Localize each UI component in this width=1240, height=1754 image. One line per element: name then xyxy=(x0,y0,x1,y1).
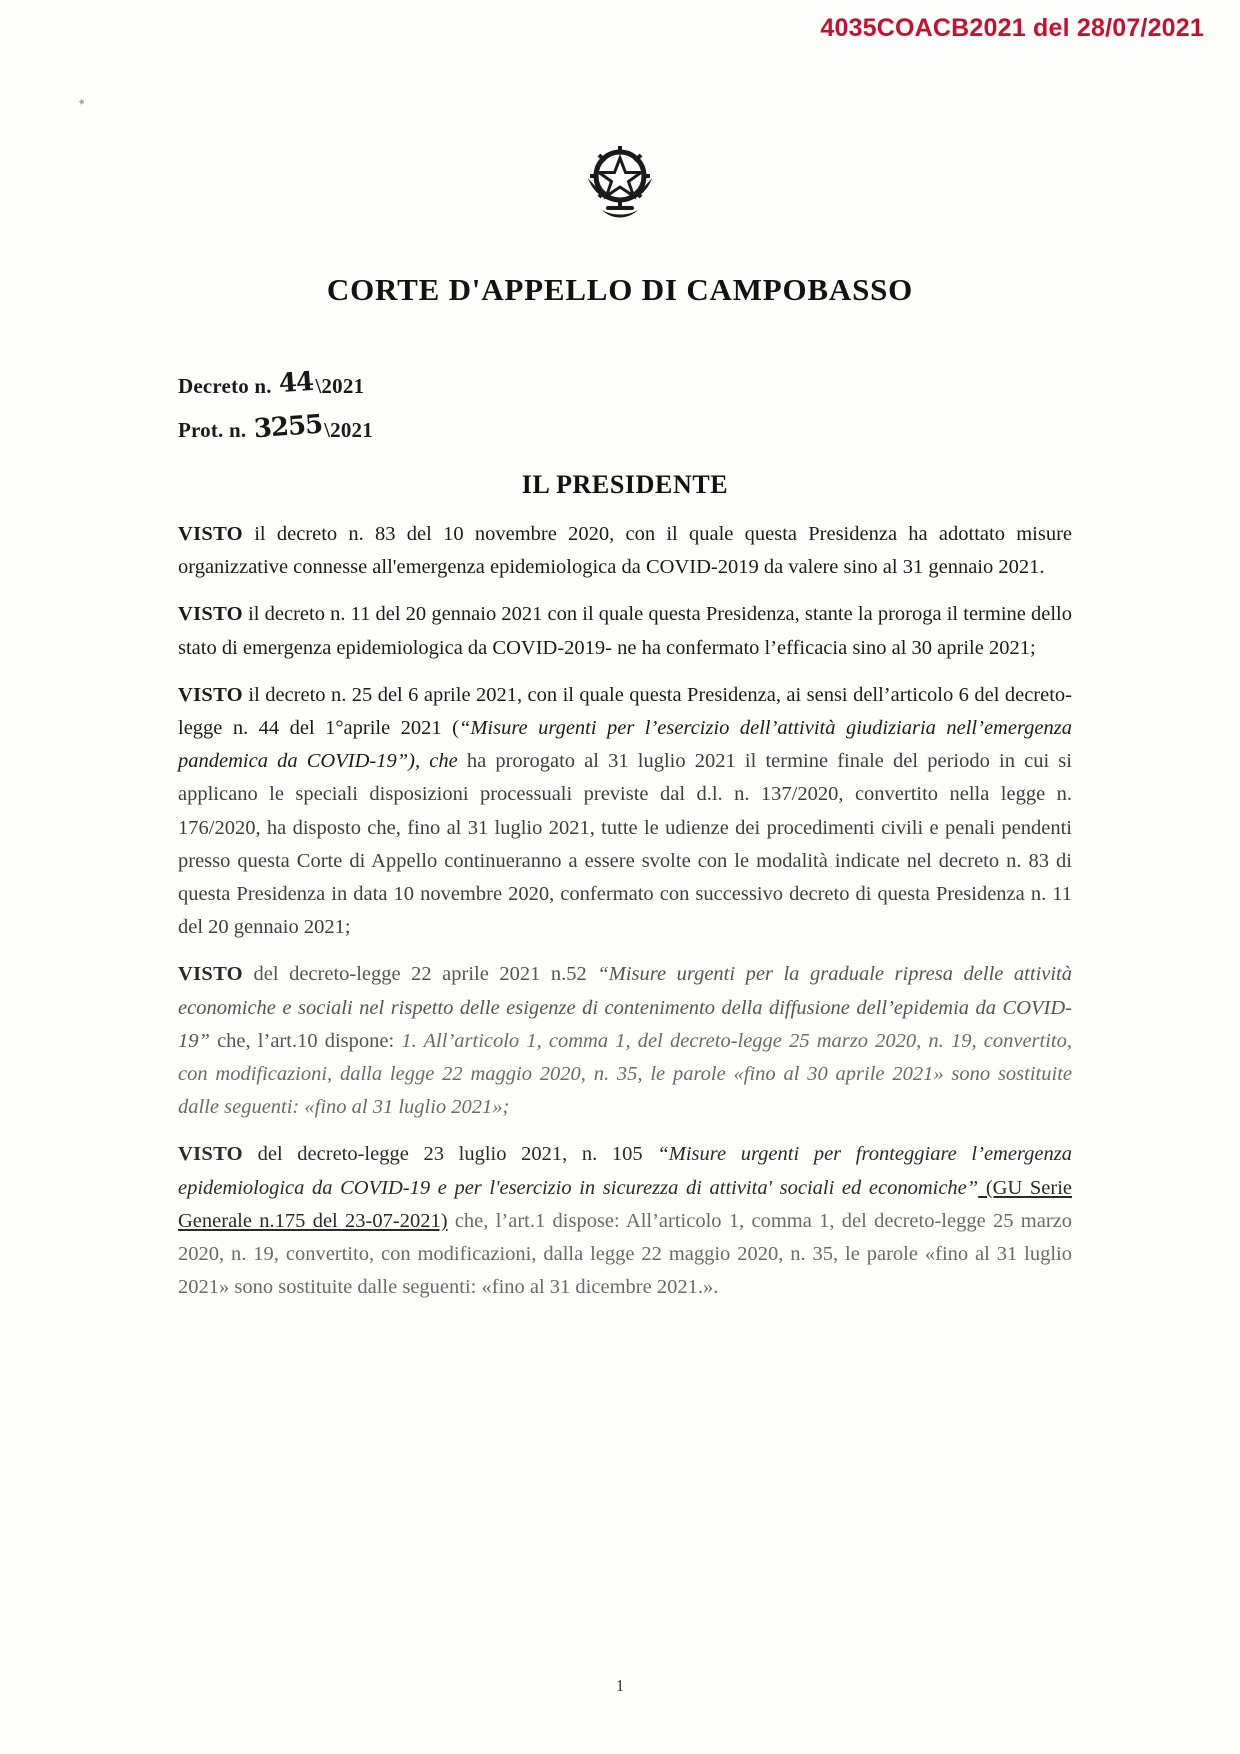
paragraph-text: il decreto n. 25 del 6 aprile 2021, con il quale questa Presidenza, ai sensi dell’articolo 6 del decreto-legge n. 44 del 1°aprile 2021 ( xyxy=(178,683,1072,740)
scan-margin-mark: ٭ xyxy=(76,94,88,111)
paragraph-text-cont: ha prorogato al 31 luglio 2021 il termine finale del periodo in cui si applicano le speciali disposizioni processuali previste dal d.l. n. 137/2020, convertito nella legge n. 176/2020, ha disposto che, fino al 31 luglio 2021, tutte le udienze dei procedimenti civili e penali pendenti presso questa Corte di Appello continueranno a essere svolte con le modalità indicate nel decreto n. 83 di questa Presidenza in data 10 novembre 2020, confermato con successivo decreto di questa Presidenza n. 11 del 20 gennaio 2021; xyxy=(178,750,1072,939)
paragraph-visto-1 xyxy=(178,518,1072,584)
paragraph-italic-quote: “Misure urgenti per fronteggiare l’emergenza epidemiologica da COVID-19 e per l'esercizio in sicurezza di attivita' sociali ed economiche” xyxy=(178,1143,1072,1199)
emblem-of-italy-icon xyxy=(0,130,1240,245)
paragraph-lead: VISTO xyxy=(178,1143,243,1166)
paragraph-lead: VISTO xyxy=(178,963,243,986)
page-number: 1 xyxy=(615,1676,625,1695)
paragraph-visto-5 xyxy=(178,1138,1072,1304)
paragraph-italic-quote: “Misure urgenti per la graduale ripresa delle attività economiche e sociali nel rispetto delle esigenze di contenimento della diffusione dell’epidemia da COVID-19” xyxy=(178,963,1072,1052)
decreto-year: \2021 xyxy=(315,374,365,398)
document-subtitle: IL PRESIDENTE xyxy=(521,470,729,499)
paragraph-text-cont: che, l’art.10 dispone: xyxy=(209,1029,402,1052)
prot-label: Prot. n. xyxy=(178,418,247,442)
paragraph-text: il decreto n. 11 del 20 gennaio 2021 con il quale questa Presidenza, stante la proroga il termine dello stato di emergenza epidemiologica da COVID-2019- ne ha confermato l’efficacia sino al 30 aprile 2021; xyxy=(178,603,1072,659)
protocol-stamp: 4035COACB2021 del 28/07/2021 xyxy=(820,14,1204,42)
paragraph-visto-3 xyxy=(178,679,1072,945)
paragraph-text: del decreto-legge 22 aprile 2021 n.52 xyxy=(242,963,598,986)
prot-number-handwritten: 3255 xyxy=(252,409,323,445)
decreto-label: Decreto n. xyxy=(178,374,272,398)
prot-year: \2021 xyxy=(324,418,373,442)
paragraph-lead: VISTO xyxy=(178,603,243,626)
paragraph-text: del decreto-legge 23 luglio 2021, n. 105 xyxy=(242,1143,658,1166)
paragraph-text: il decreto n. 83 del 10 novembre 2020, con il quale questa Presidenza ha adottato misure organizzative connesse all'emergenza epidemiologica da COVID-2019 da valere sino al 31 gennaio 2021. xyxy=(178,523,1072,579)
paragraph-italic-quote: “Misure urgenti per l’esercizio dell’attività giudiziaria nell’emergenza pandemica da COVID-19”), che xyxy=(178,717,1072,773)
decreto-number-handwritten: 44 xyxy=(278,366,315,400)
document-body xyxy=(178,360,1072,1318)
paragraph-underlined-reference: (GU Serie Generale n.175 del 23-07-2021) xyxy=(178,1176,1072,1232)
protocol-number-line xyxy=(178,409,1072,445)
paragraph-visto-4 xyxy=(178,958,1072,1124)
paragraph-visto-2 xyxy=(178,598,1072,664)
paragraph-lead: VISTO xyxy=(178,683,243,706)
paragraph-lead: VISTO xyxy=(178,523,243,545)
paragraph-italic-provision: 1. All’articolo 1, comma 1, del decreto-legge 25 marzo 2020, n. 19, convertito, con modificazioni, dalla legge 22 maggio 2020, n. 35, le parole «fino al 30 aprile 2021» sono sostituite dalle seguenti: «fino al 31 luglio 2021»; xyxy=(178,1029,1072,1119)
page-title: CORTE D'APPELLO DI CAMPOBASSO xyxy=(326,272,914,307)
decreto-number-line xyxy=(178,366,1072,400)
paragraph-text-cont: che, l’art.1 dispose: All’articolo 1, comma 1, del decreto-legge 25 marzo 2020, n. 19, convertito, con modificazioni, dalla legge 22 maggio 2020, n. 35, le parole «fino al 31 luglio 2021» sono sostituite dalle seguenti: «fino al 31 dicembre 2021.». xyxy=(178,1209,1073,1299)
